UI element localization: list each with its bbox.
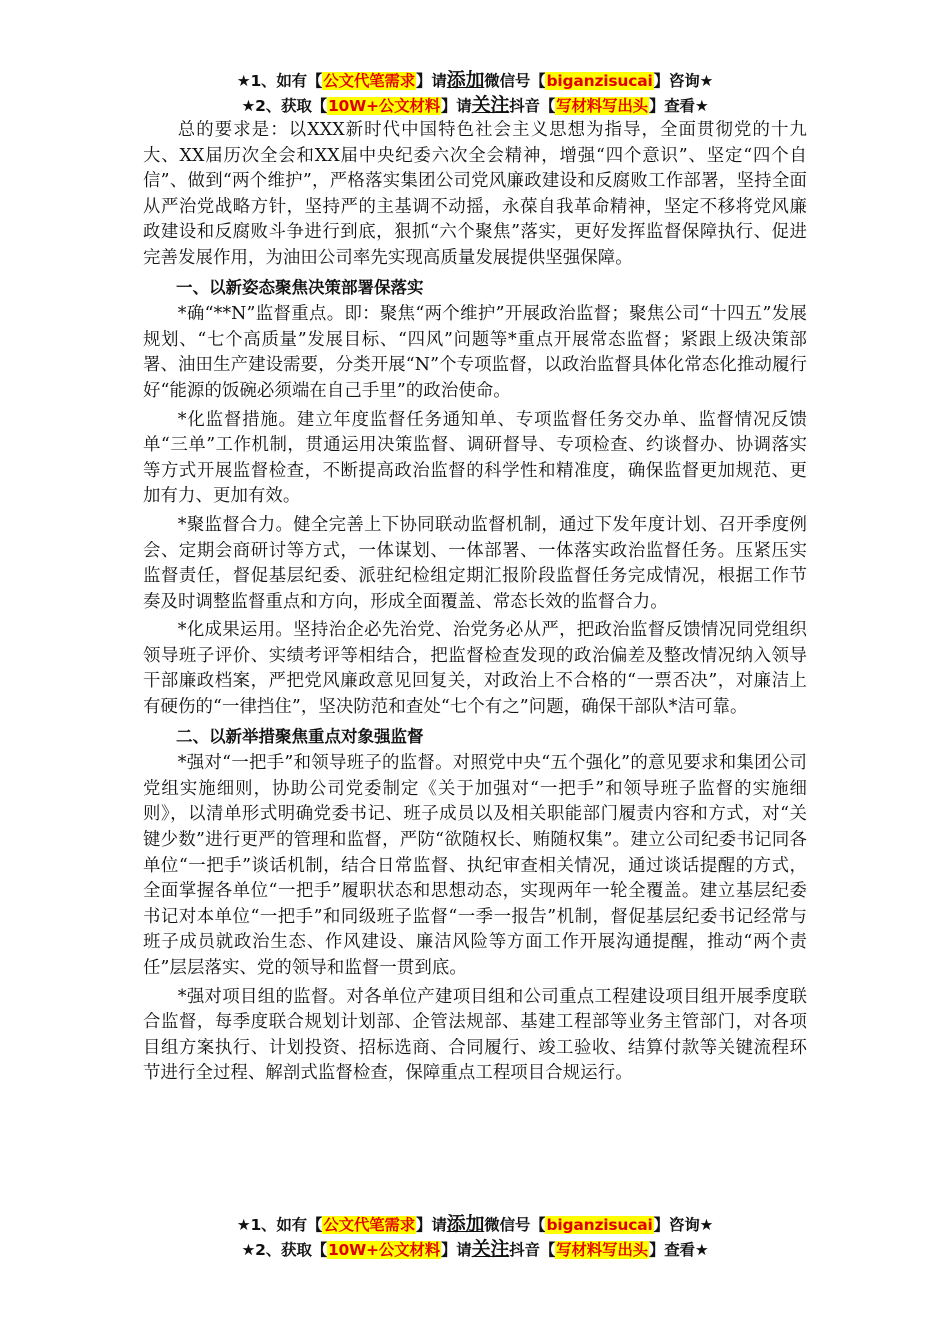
section-1-heading: 一、以新姿态聚焦决策部署保落实 xyxy=(176,277,424,297)
highlight-service: 公文代笔需求 xyxy=(323,72,416,90)
section-2-paragraph-1: *强对“一把手”和领导班子的监督。对照党中央“五个强化”的意见要求和集团公司党组实施细则，协助公司党委制定《关于加强对“一把手”和领导班子监督的实施细则》，以清单形式明确党委书记、班子成员以及相关职能部门履责内容和方式，对“关键少数”进行更严的管理和监督，严防“欲随权长、贿随权集”。建立公司纪委书记同各单位“一把手”谈话机制，结合日常监督、执纪审查相关情况，通过谈话提醒的方式，全面掌握各单位“一把手”履职状态和思想动态，实现两年一轮全覆盖。建立基层纪委书记对本单位“一把手”和同级班子监督“一季一报告”机制，督促基层纪委书记经常与班子成员就政治生态、作风建设、廉洁风险等方面工作开展沟通提醒，推动“两个责任”层层落实、党的领导和监督一贯到底。 xyxy=(143,753,807,978)
section-1-paragraph-1: *确“**N”监督重点。即：聚焦“两个维护”开展政治监督；聚焦公司“十四五”发展规划、“七个高质量”发展目标、“四风”问题等*重点开展常态监督；紧跟上级决策部署、油田生产建设需要，分类开展“N”个专项监督，以政治监督具体化常态化推动履行好“能源的饭碗必须端在自己手里”的政治使命。 xyxy=(143,304,807,401)
promo-banner-line-2: ★2、获取【10W+公文材料】请关注抖音【写材料写出头】查看★ xyxy=(241,94,709,116)
highlight-douyin-account: 写材料写出头 xyxy=(556,1241,648,1259)
intro-paragraph: 总的要求是：以XXX新时代中国特色社会主义思想为指导，全面贯彻党的十九大、XX届历次全会和XX届中央纪委六次全会精神，增强“四个意识”、坚定“四个自信”、做到“两个维护”，严格落实集团公司党风廉政建设和反腐败工作部署，坚持全面从严治党战略方针，坚持严的主基调不动摇，永葆自我革命精神，坚定不移将党风廉政建设和反腐败斗争进行到底，狠抓“六个聚焦”落实，更好发挥监督保障执行、促进完善发展作用，为油田公司率先实现高质量发展提供坚强保障。 xyxy=(143,120,807,268)
emphasis-follow: 关注 xyxy=(471,1238,510,1260)
highlight-service: 公文代笔需求 xyxy=(323,1216,416,1234)
emphasis-add: 添加 xyxy=(446,1213,485,1235)
promo-footer-line-1: ★1、如有【公文代笔需求】请添加微信号【biganzisucai】咨询★ xyxy=(236,1213,714,1235)
section-2-paragraph-2: *强对项目组的监督。对各单位产建项目组和公司重点工程建设项目组开展季度联合监督，每季度联合规划计划部、企管法规部、基建工程部等业务主管部门，对各项目组方案执行、计划投资、招标选商、合同履行、竣工验收、结算付款等关键流程环节进行全过程、解剖式监督检查，保障重点工程项目合规运行。 xyxy=(143,986,807,1084)
section-1-paragraph-2: *化监督措施。建立年度监督任务通知单、专项监督任务交办单、监督情况反馈单“三单”工作机制，贯通运用决策监督、调研督导、专项检查、约谈督办、协调落实等方式开展监督检查，不断提高政治监督的科学性和精准度，确保监督更加规范、更加有力、更加有效。 xyxy=(143,409,807,507)
promo-footer xyxy=(143,1212,807,1262)
section-1-paragraph-4: *化成果运用。坚持治企必先治党、治党务必从严，把政治监督反馈情况同党组织领导班子评价、实绩考评等相结合，把监督检查发现的政治偏差及整改情况纳入领导干部廉政档案，严把党风廉政意见回复关，对政治上不合格的“一票否决”，对廉洁上有硬伤的“一律挡住”，坚决防范和查处“七个有之”问题，确保干部队*洁可靠。 xyxy=(143,620,807,718)
highlight-materials: 10W+公文材料 xyxy=(327,97,440,115)
highlight-materials: 10W+公文材料 xyxy=(327,1241,440,1259)
section-2-heading: 二、以新举措聚焦重点对象强监督 xyxy=(176,726,424,746)
section-1-paragraph-3: *聚监督合力。健全完善上下协同联动监督机制，通过下发年度计划、召开季度例会、定期会商研讨等方式，一体谋划、一体部署、一体落实政治监督任务。压紧压实监督责任，督促基层纪委、派驻纪检组定期汇报阶段监督任务完成情况，根据工作节奏及时调整监督重点和方向，形成全面覆盖、常态长效的监督合力。 xyxy=(143,514,807,612)
highlight-wechat-id: biganzisucai xyxy=(546,72,653,90)
emphasis-add: 添加 xyxy=(446,69,485,91)
document-page xyxy=(143,68,807,1090)
promo-banner-line-1: ★1、如有【公文代笔需求】请添加微信号【biganzisucai】咨询★ xyxy=(236,69,714,91)
highlight-wechat-id: biganzisucai xyxy=(546,1216,653,1234)
highlight-douyin-account: 写材料写出头 xyxy=(556,97,648,115)
emphasis-follow: 关注 xyxy=(471,94,510,116)
promo-footer-line-2: ★2、获取【10W+公文材料】请关注抖音【写材料写出头】查看★ xyxy=(241,1238,709,1260)
